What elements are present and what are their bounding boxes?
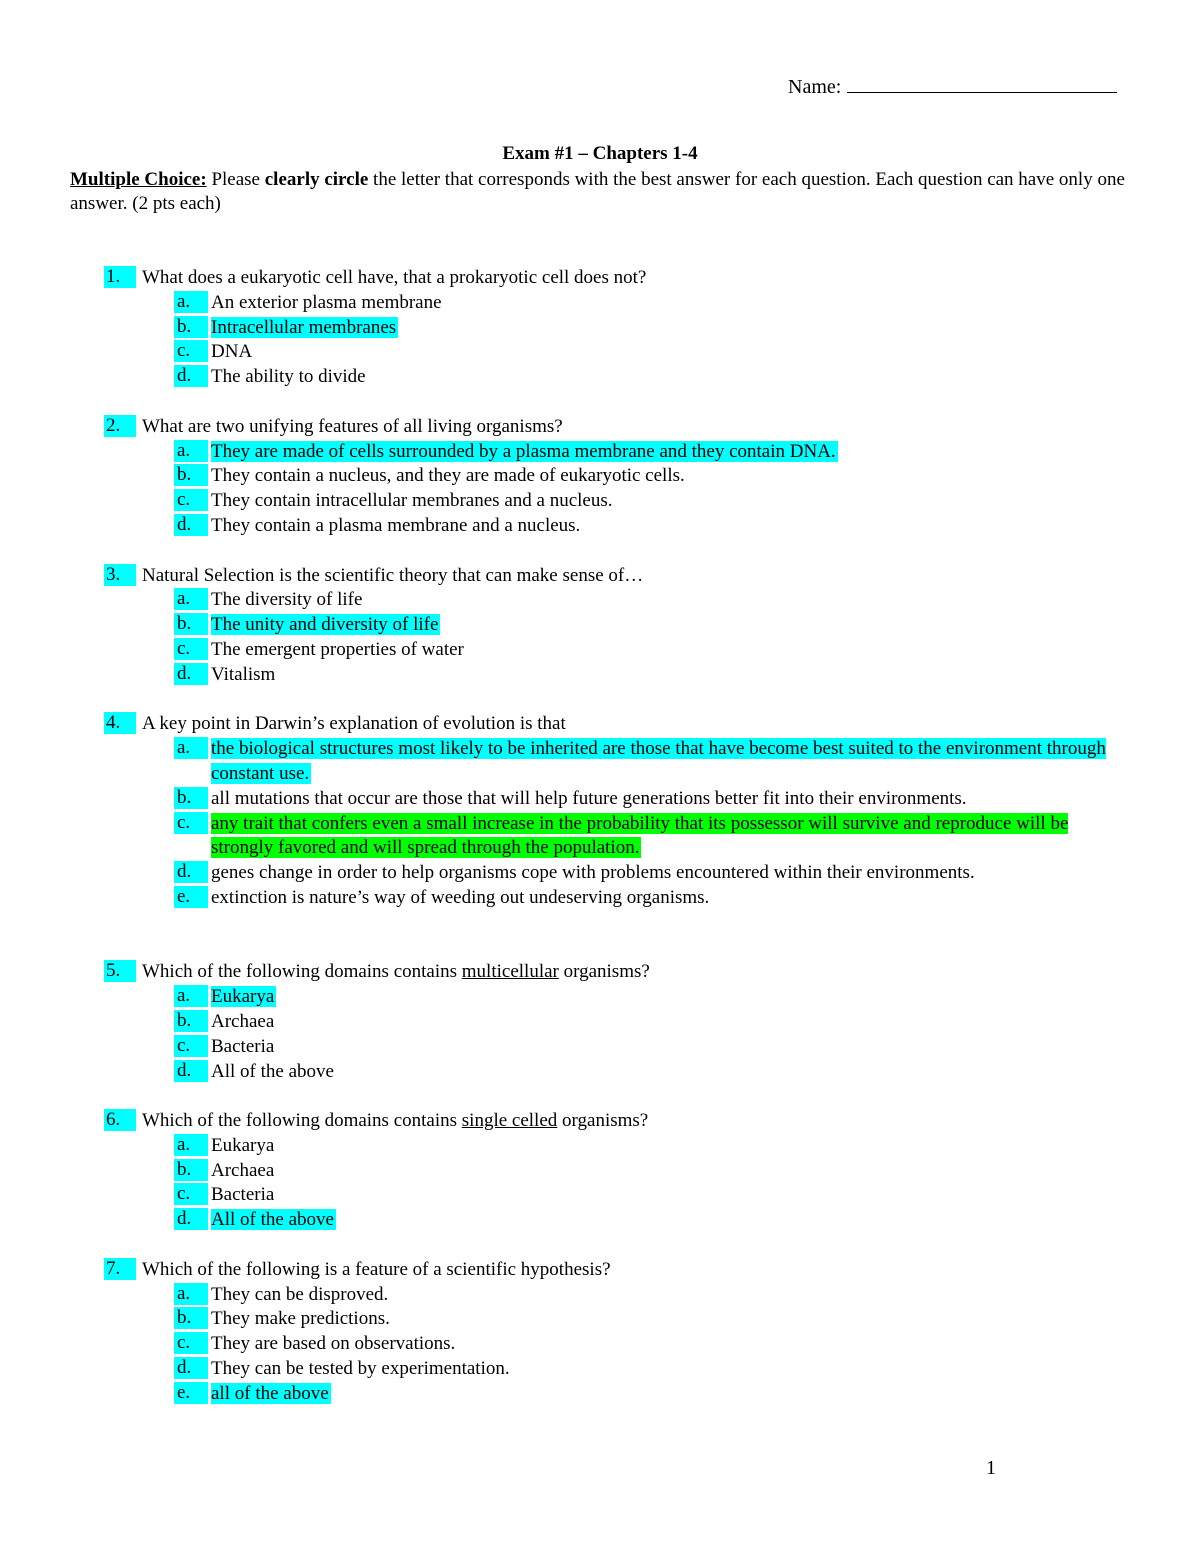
answer-option[interactable] bbox=[0, 514, 1200, 539]
answer-option[interactable] bbox=[0, 1035, 1200, 1060]
answer-option[interactable] bbox=[0, 1183, 1200, 1208]
question-text-after: organisms? bbox=[558, 961, 650, 983]
option-letter: c. bbox=[174, 638, 208, 660]
answer-option[interactable] bbox=[0, 886, 1200, 911]
question-6 bbox=[0, 1109, 1200, 1258]
option-letter: b. bbox=[174, 613, 208, 635]
answer-option[interactable] bbox=[0, 1208, 1200, 1233]
option-text: all mutations that occur are those that will help future generations better fit into their environments. bbox=[211, 787, 967, 809]
answer-option[interactable] bbox=[0, 489, 1200, 514]
option-text: They make predictions. bbox=[211, 1308, 390, 1330]
answer-option[interactable] bbox=[0, 638, 1200, 663]
option-letter: c. bbox=[174, 340, 208, 362]
option-letter: c. bbox=[174, 1183, 208, 1205]
option-text-highlighted: any trait that confers even a small increase in the probability that its possessor will survive and reproduce will be strongly favored and will spread through the population. bbox=[211, 812, 1069, 859]
instructions-text-1: Please bbox=[206, 169, 265, 190]
option-letter: c. bbox=[174, 1332, 208, 1354]
option-letter: c. bbox=[174, 812, 208, 834]
question-text: Natural Selection is the scientific theory that can make sense of… bbox=[142, 564, 644, 586]
option-text: They contain a plasma membrane and a nucleus. bbox=[211, 514, 581, 536]
answer-option[interactable] bbox=[0, 291, 1200, 316]
question-text-underlined: multicellular bbox=[461, 961, 559, 983]
answer-option[interactable] bbox=[0, 787, 1200, 812]
option-letter: d. bbox=[174, 1357, 208, 1379]
answer-option[interactable] bbox=[0, 588, 1200, 613]
question-stem bbox=[0, 415, 1200, 440]
question-spacer bbox=[0, 390, 1200, 415]
question-text-after: organisms? bbox=[557, 1110, 649, 1132]
option-text: An exterior plasma membrane bbox=[211, 291, 442, 313]
option-letter: d. bbox=[174, 1060, 208, 1082]
instructions bbox=[70, 168, 1130, 216]
option-letter: b. bbox=[174, 464, 208, 486]
question-number: 3. bbox=[104, 564, 136, 586]
question-4 bbox=[0, 712, 1200, 960]
answer-option[interactable] bbox=[0, 1382, 1200, 1407]
exam-title: Exam #1 – Chapters 1-4 bbox=[502, 143, 698, 164]
question-spacer bbox=[0, 1233, 1200, 1258]
option-text: They can be disproved. bbox=[211, 1283, 389, 1305]
option-text-highlighted: They are made of cells surrounded by a plasma membrane and they contain DNA. bbox=[211, 440, 836, 462]
question-text: Which of the following is a feature of a scientific hypothesis? bbox=[142, 1258, 611, 1280]
answer-option[interactable] bbox=[0, 663, 1200, 688]
option-letter: a. bbox=[174, 1134, 208, 1156]
option-text: They contain intracellular membranes and a nucleus. bbox=[211, 490, 613, 512]
question-7 bbox=[0, 1258, 1200, 1407]
question-number: 5. bbox=[104, 960, 136, 982]
question-stem bbox=[0, 266, 1200, 291]
answer-option[interactable] bbox=[0, 340, 1200, 365]
question-text bbox=[142, 1109, 648, 1134]
option-letter: b. bbox=[174, 1307, 208, 1329]
question-2 bbox=[0, 415, 1200, 564]
option-text-highlighted: all of the above bbox=[211, 1382, 329, 1404]
name-label: Name: bbox=[788, 76, 842, 98]
answer-option[interactable] bbox=[0, 365, 1200, 390]
question-number: 2. bbox=[104, 415, 136, 437]
question-5 bbox=[0, 960, 1200, 1109]
option-text: DNA bbox=[211, 341, 253, 363]
option-letter: c. bbox=[174, 1035, 208, 1057]
answer-option[interactable] bbox=[0, 812, 1200, 862]
name-field bbox=[788, 74, 1117, 99]
option-letter: b. bbox=[174, 316, 208, 338]
question-stem bbox=[0, 564, 1200, 589]
option-letter: e. bbox=[174, 1382, 208, 1404]
option-text: genes change in order to help organisms cope with problems encountered within their environments. bbox=[211, 862, 975, 884]
option-letter: a. bbox=[174, 737, 208, 759]
option-letter: a. bbox=[174, 588, 208, 610]
option-letter: d. bbox=[174, 663, 208, 685]
question-stem bbox=[0, 1109, 1200, 1134]
option-text: They can be tested by experimentation. bbox=[211, 1358, 510, 1380]
name-blank-line[interactable] bbox=[847, 74, 1117, 93]
option-letter: d. bbox=[174, 514, 208, 536]
question-text-before: Which of the following domains contains bbox=[142, 1110, 462, 1132]
option-text: The diversity of life bbox=[211, 589, 363, 611]
option-text-highlighted: All of the above bbox=[211, 1209, 334, 1231]
question-stem bbox=[0, 712, 1200, 737]
question-number: 1. bbox=[104, 266, 136, 288]
question-stem bbox=[0, 1258, 1200, 1283]
option-letter: d. bbox=[174, 861, 208, 883]
instructions-text-2: the letter that corresponds with the best answer for each question. Each question can have only one answer. (2 pts each) bbox=[70, 169, 1125, 214]
question-text: What are two unifying features of all living organisms? bbox=[142, 415, 563, 437]
answer-option[interactable] bbox=[0, 985, 1200, 1010]
question-stem bbox=[0, 960, 1200, 985]
answer-option[interactable] bbox=[0, 1159, 1200, 1184]
option-letter: a. bbox=[174, 985, 208, 1007]
question-text-before: Which of the following domains contains bbox=[142, 961, 462, 983]
option-letter: e. bbox=[174, 886, 208, 908]
question-spacer bbox=[0, 911, 1200, 961]
option-text-highlighted: Eukarya bbox=[211, 986, 275, 1008]
option-text: The emergent properties of water bbox=[211, 638, 464, 660]
option-text: Eukarya bbox=[211, 1134, 275, 1156]
answer-option[interactable] bbox=[0, 1283, 1200, 1308]
option-letter: b. bbox=[174, 1010, 208, 1032]
option-text-highlighted: Intracellular membranes bbox=[211, 316, 397, 338]
option-text: They contain a nucleus, and they are made of eukaryotic cells. bbox=[211, 465, 685, 487]
option-text: Vitalism bbox=[211, 663, 276, 685]
answer-option[interactable] bbox=[0, 861, 1200, 886]
option-letter: a. bbox=[174, 291, 208, 313]
option-letter: d. bbox=[174, 365, 208, 387]
answer-option[interactable] bbox=[0, 440, 1200, 465]
question-number: 7. bbox=[104, 1258, 136, 1280]
option-text-highlighted: The unity and diversity of life bbox=[211, 614, 439, 636]
option-letter: b. bbox=[174, 787, 208, 809]
answer-option[interactable] bbox=[0, 316, 1200, 341]
option-letter: d. bbox=[174, 1208, 208, 1230]
question-number: 6. bbox=[104, 1109, 136, 1131]
instructions-bold: clearly circle bbox=[264, 169, 369, 190]
option-text: They are based on observations. bbox=[211, 1333, 456, 1355]
multiple-choice-label: Multiple Choice: bbox=[70, 169, 207, 190]
option-text: extinction is nature’s way of weeding out undeserving organisms. bbox=[211, 886, 710, 908]
question-number: 4. bbox=[104, 712, 136, 734]
option-text-highlighted: the biological structures most likely to be inherited are those that have become best suited to the environment through constant use. bbox=[211, 738, 1106, 784]
option-letter: a. bbox=[174, 440, 208, 462]
question-text-underlined: single celled bbox=[461, 1110, 558, 1132]
option-letter: b. bbox=[174, 1159, 208, 1181]
answer-option[interactable] bbox=[0, 1134, 1200, 1159]
answer-option[interactable] bbox=[0, 1010, 1200, 1035]
option-text: Archaea bbox=[211, 1159, 275, 1181]
question-list bbox=[0, 266, 1200, 1407]
option-text: Bacteria bbox=[211, 1184, 275, 1206]
option-letter: a. bbox=[174, 1283, 208, 1305]
question-1 bbox=[0, 266, 1200, 415]
answer-option[interactable] bbox=[0, 464, 1200, 489]
question-spacer bbox=[0, 539, 1200, 564]
question-spacer bbox=[0, 1084, 1200, 1109]
question-3 bbox=[0, 564, 1200, 713]
page-number: 1 bbox=[986, 1457, 996, 1479]
question-text: A key point in Darwin’s explanation of evolution is that bbox=[142, 713, 566, 735]
answer-option[interactable] bbox=[0, 737, 1200, 787]
answer-option[interactable] bbox=[0, 613, 1200, 638]
answer-option[interactable] bbox=[0, 1307, 1200, 1332]
answer-option[interactable] bbox=[0, 1357, 1200, 1382]
question-text bbox=[142, 960, 650, 985]
option-text: Archaea bbox=[211, 1010, 275, 1032]
option-text: The ability to divide bbox=[211, 366, 366, 388]
answer-option[interactable] bbox=[0, 1332, 1200, 1357]
option-text: All of the above bbox=[211, 1060, 334, 1082]
answer-option[interactable] bbox=[0, 1060, 1200, 1085]
question-spacer bbox=[0, 688, 1200, 713]
option-letter: c. bbox=[174, 489, 208, 511]
option-text: Bacteria bbox=[211, 1035, 275, 1057]
question-text: What does a eukaryotic cell have, that a prokaryotic cell does not? bbox=[142, 267, 647, 288]
